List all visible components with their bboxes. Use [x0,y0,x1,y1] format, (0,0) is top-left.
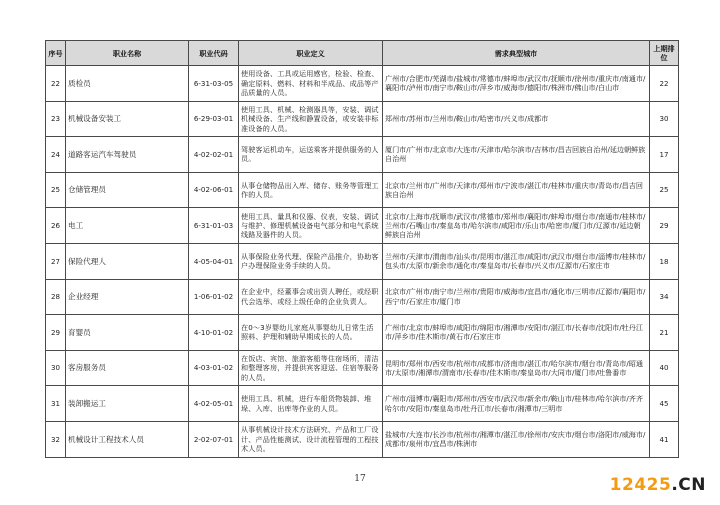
row-seq: 30 [46,350,66,386]
table-row [46,315,679,351]
table-row [46,243,679,279]
row-typical-cities: 北京市/兰州市/广州市/天津市/郑州市/宁波市/湛江市/桂林市/重庆市/青岛市/昌吉回族自治州 [383,172,650,208]
row-typical-cities: 北京市/广州市/南宁市/兰州市/贵阳市/威海市/宜昌市/通化市/三明市/辽源市/襄阳市/西宁市/石家庄市/厦门市 [383,279,650,315]
row-job-name: 仓储管理员 [66,172,189,208]
row-job-code: 4-05-04-01 [189,243,239,279]
row-job-definition: 在企业中，经董事会或出资人聘任，或经职代会选举、或经上级任命的企业负责人。 [239,279,383,315]
header-seq: 序号 [46,41,66,66]
row-previous-rank: 25 [650,172,679,208]
row-previous-rank: 40 [650,350,679,386]
row-seq: 25 [46,172,66,208]
row-previous-rank: 30 [650,101,679,137]
row-job-code: 4-03-01-02 [189,350,239,386]
row-job-name: 育婴员 [66,315,189,351]
row-job-definition: 从事仓储物品出入库、储存、账务等管理工作的人员。 [239,172,383,208]
row-typical-cities: 兰州市/天津市/渭南市/汕头市/昆明市/湛江市/咸阳市/武汉市/烟台市/淄博市/桂林市/包头市/太原市/新余市/通化市/秦皇岛市/长春市/兴义市/辽源市/石家庄市 [383,243,650,279]
row-previous-rank: 45 [650,386,679,422]
row-job-code: 2-02-07-01 [189,421,239,457]
table-row [46,208,679,244]
site-watermark-logo [610,475,706,495]
row-job-name: 质检员 [66,66,189,102]
row-job-name: 机械设计工程技术人员 [66,421,189,457]
row-job-name: 客房服务员 [66,350,189,386]
row-job-definition: 使用工具、量具和仪器、仪表，安装、调试与维护、修理机械设备电气部分和电气系统线路及器件的人员。 [239,208,383,244]
row-typical-cities: 广州市/北京市/蚌埠市/咸阳市/绵阳市/湘潭市/安阳市/湛江市/长春市/沈阳市/牡丹江市/萍乡市/佳木斯市/黄石市/石家庄市 [383,315,650,351]
table-header-row [46,41,679,66]
row-job-definition: 使用工具、机械，进行车船货物装卸、堆垛、入库、出库等作业的人员。 [239,386,383,422]
row-previous-rank: 17 [650,137,679,173]
occupation-demand-table [45,40,679,458]
table-row [46,66,679,102]
row-previous-rank: 29 [650,208,679,244]
row-typical-cities: 盐城市/大连市/长沙市/杭州市/湘潭市/湛江市/徐州市/安庆市/烟台市/洛阳市/威海市/成都市/泉州市/宜昌市/株洲市 [383,421,650,457]
header-job-name: 职业名称 [66,41,189,66]
row-job-name: 机械设备安装工 [66,101,189,137]
header-job-code: 职业代码 [189,41,239,66]
row-job-code: 6-29-03-01 [189,101,239,137]
row-job-definition: 在0～3岁婴幼儿家庭从事婴幼儿日常生活照料、护理和辅助早期成长的人员。 [239,315,383,351]
watermark-main: 12425 [609,475,672,495]
table-row [46,386,679,422]
row-typical-cities: 北京市/上海市/抚顺市/武汉市/常德市/郑州市/襄阳市/蚌埠市/烟台市/南通市/桂林市/兰州市/石嘴山市/秦皇岛市/哈尔滨市/咸阳市/乐山市/哈密市/厦门市/辽源市/延边朝鲜族自治州 [383,208,650,244]
table-row [46,137,679,173]
row-seq: 23 [46,101,66,137]
row-job-definition: 从事机械设计技术方法研究、产品和工厂设计、产品性能测试、设计流程管理的工程技术人员。 [239,421,383,457]
row-job-definition: 驾驶客运机动车，运送乘客并提供服务的人员。 [239,137,383,173]
row-previous-rank: 41 [650,421,679,457]
row-typical-cities: 广州市/合肥市/芜湖市/盐城市/常德市/蚌埠市/武汉市/抚顺市/徐州市/重庆市/南通市/襄阳市/泸州市/南宁市/鞍山市/萍乡市/威海市/德阳市/株洲市/佛山市/白山市 [383,66,650,102]
row-job-code: 1-06-01-02 [189,279,239,315]
page-number: 17 [354,474,366,484]
table-row [46,101,679,137]
row-job-name: 电工 [66,208,189,244]
row-job-definition: 使用设备、工具或运用感官，检验、检查、确定原料、燃料、材料和半成品、成品等产品质量的人员。 [239,66,383,102]
row-seq: 22 [46,66,66,102]
watermark-tld: .CN [671,475,706,495]
table-row [46,279,679,315]
row-typical-cities: 昆明市/郑州市/西安市/杭州市/成都市/济南市/湛江市/哈尔滨市/烟台市/青岛市/昭通市/太原市/湘潭市/渭南市/长春市/佳木斯市/秦皇岛市/大同市/厦门市/吐鲁番市 [383,350,650,386]
header-previous-rank: 上期排位 [650,41,679,66]
row-job-name: 道路客运汽车驾驶员 [66,137,189,173]
row-previous-rank: 34 [650,279,679,315]
row-seq: 28 [46,279,66,315]
row-previous-rank: 21 [650,315,679,351]
row-job-definition: 从事保险业务代理、保险产品推介，协助客户办理保险业务手续的人员。 [239,243,383,279]
row-job-code: 6-31-01-03 [189,208,239,244]
row-seq: 27 [46,243,66,279]
table-row [46,421,679,457]
row-seq: 26 [46,208,66,244]
row-job-code: 4-02-02-01 [189,137,239,173]
row-job-definition: 在饭店、宾馆、旅游客船等住宿场所，清洁和整理客房，并提供宾客迎送、住宿等服务的人员。 [239,350,383,386]
row-job-definition: 使用工具、机械、检测器具等，安装、调试机械设备、生产线和静置设备，或安装非标准设备的人员。 [239,101,383,137]
row-seq: 31 [46,386,66,422]
row-seq: 24 [46,137,66,173]
row-previous-rank: 18 [650,243,679,279]
row-previous-rank: 22 [650,66,679,102]
row-job-code: 4-02-05-01 [189,386,239,422]
table-row [46,172,679,208]
row-typical-cities: 广州市/淄博市/襄阳市/郑州市/西安市/武汉市/新余市/鞍山市/桂林市/哈尔滨市/齐齐哈尔市/安阳市/秦皇岛市/牡丹江市/长春市/湘潭市/三明市 [383,386,650,422]
row-job-code: 4-02-06-01 [189,172,239,208]
row-seq: 32 [46,421,66,457]
row-job-code: 6-31-03-05 [189,66,239,102]
header-job-definition: 职业定义 [239,41,383,66]
row-job-code: 4-10-01-02 [189,315,239,351]
row-job-name: 保险代理人 [66,243,189,279]
row-typical-cities: 厦门市/广州市/北京市/大连市/天津市/哈尔滨市/吉林市/昌吉回族自治州/延边朝鲜族自治州 [383,137,650,173]
row-job-name: 企业经理 [66,279,189,315]
row-job-name: 装卸搬运工 [66,386,189,422]
header-typical-cities: 需求典型城市 [383,41,650,66]
row-typical-cities: 郑州市/苏州市/兰州市/鞍山市/哈密市/兴义市/成都市 [383,101,650,137]
row-seq: 29 [46,315,66,351]
table-row [46,350,679,386]
